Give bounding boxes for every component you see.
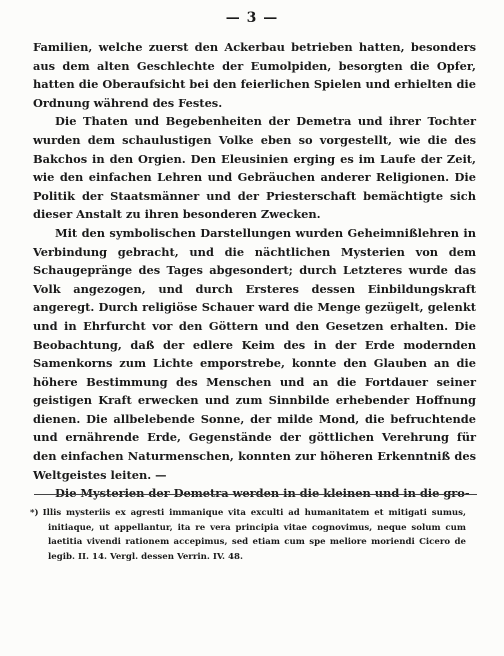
page-number: — 3 — [225, 10, 279, 26]
footnote-mark: *) [30, 508, 39, 518]
paragraph: Familien, welche zuerst den Ackerbau betrieben hatten, besonders aus dem alten Geschlechte der Eumolpiden, besorgten die Opfer, hatten die Oberaufsicht bei den feierlichen Spielen und erhielten die Ordnung während des Festes. [33, 40, 476, 110]
footnote-divider [34, 494, 477, 495]
paragraph: Mit den symbolischen Darstellungen wurden Geheimnißlehren in Verbindung gebracht, und die nächtlichen Mysterien von dem Schaugepränge des Tages abgesondert; durch Letzteres wurde das Volk angezogen, und durch Ersteres dessen Einbildungskraft angeregt. Durch religiöse Schauer ward die Menge gezügelt, gelenkt und in Ehrfurcht vor den Göttern und den Gesetzen erhalten. Die Beobachtung, daß der edlere Keim des in der Erde modernden Samenkorns zum Lichte emporstrebe, konnte den Glauben an die höhere Bestimmung des Menschen und an die Fortdauer seiner geistigen Kraft erwecken und zum Sinnbilde erhebender Hoffnung dienen. Die allbelebende Sonne, der milde Mond, die befruchtende und ernährende Erde, Gegenstände der göttlichen Verehrung für den einfachen Naturmenschen, konnten zur höheren Erkenntniß des Weltgeistes leiten. — [33, 225, 476, 482]
footnote-text: Illis mysteriis ex agresti immanique vita exculti ad humanitatem et mitigati sumus, initiaque, ut appellantur, ita re vera principia vitae cognovimus, neque solum cum laetitia vivendi rationem accepimus, sed etiam cum spe meliore moriendi Cicero de legib. II. 14. Vergl. dessen Verrin. IV. 48. [42, 508, 466, 562]
paragraph: Die Thaten und Begebenheiten der Demetra und ihrer Tochter wurden dem schaulustigen Volke eben so vorgestellt, wie die des Bakchos in den Orgien. Den Eleusinien erging es im Laufe der Zeit, wie den einfachen Lehren und Gebräuchen anderer Religionen. Die Politik der Staatsmänner und der Priesterschaft bemächtigte sich dieser Anstalt zu ihren besonderen Zwecken. [33, 114, 476, 222]
footnote [30, 506, 466, 564]
paragraph: Die Mysterien der Demetra werden in die kleinen und in die gro- [55, 486, 470, 501]
main-text [33, 38, 476, 503]
